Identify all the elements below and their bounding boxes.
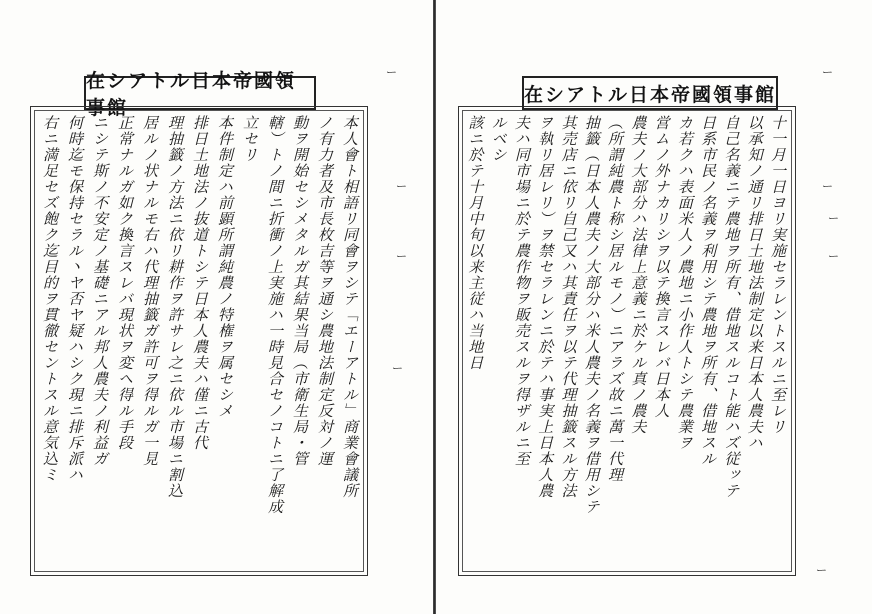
text-column: 営ムノ外ナカリシヲ以テ換言スレバ日本人 (652, 115, 671, 419)
letterhead-right: 在シアトル日本帝國領事館 (522, 76, 778, 110)
text-column: 何時迄モ保持セラル丶ヤ否ヤ疑ハシク現ニ排斥派ハ (66, 115, 84, 483)
text-column: ニシテ斯ノ不安定ノ基礎ニアル邦人農夫ノ利益ガ (91, 115, 109, 467)
text-column: 該ニ於テ十月中旬以来主従ハ当地日 (466, 115, 485, 371)
text-column: カ若クハ表面米人ノ農地ニ小作人トシテ農業ヲ (675, 115, 694, 451)
margin-mark: ー (816, 564, 827, 577)
text-column: 正常ナルガ如ク換言スレバ現状ヲ変ヘ得ル手段 (116, 115, 134, 451)
text-column: 動ヲ開始セシメタルガ其結果当局（市衛生局・管 (291, 115, 309, 467)
text-column: 立セリ (241, 115, 259, 163)
margin-mark: ー (396, 250, 407, 263)
text-column: 排日土地法ノ抜道トシテ日本人農夫ハ僅ニ古代 (191, 115, 209, 451)
text-column: 抽籤（日本人農夫ノ大部分ハ米人農夫ノ名義ヲ借用シテ (582, 115, 601, 515)
text-column: ヲ執リ居レリ）ヲ禁セラレンニ於テハ事実上日本人農 (536, 115, 555, 499)
text-column: 十一月一日ヨリ実施セラレントスルニ至レリ (769, 115, 787, 435)
letterhead-left: 在シアトル日本帝國領事館 (84, 76, 316, 110)
body-frame-left (30, 106, 368, 576)
margin-mark: ー (822, 66, 833, 79)
body-frame-right (458, 106, 796, 576)
margin-mark: ー (386, 66, 397, 79)
text-column: ノ有力者及市長枚吉等ヲ通シ農地法制定反対ノ運 (316, 115, 334, 467)
margin-mark: ー (392, 362, 403, 375)
text-column: 本件制定ハ前顕所謂純農ノ特権ヲ属セシメ (216, 115, 234, 419)
margin-mark: ー (828, 250, 839, 263)
text-column: 居ルノ状ナルモ右ハ代理抽籤ガ許可ヲ得ルガ一見 (141, 115, 159, 467)
text-columns-left (37, 115, 361, 569)
text-column: 右ニ満足セズ飽ク迄目的ヲ貫徹セントスル意気込ミ (41, 115, 59, 483)
margin-mark: ー (828, 212, 839, 225)
text-column: 農夫ノ大部分ハ法律上意義ニ於ケル真ノ農夫 (629, 115, 648, 435)
text-columns-right (465, 115, 789, 569)
text-column: ルベシ (489, 115, 508, 163)
left-page (0, 0, 434, 614)
text-column: 夫ハ同市場ニ於テ農作物ヲ販売スルヲ得ザルニ至 (512, 115, 531, 467)
margin-mark: ー (822, 180, 833, 193)
text-column: 日系市民ノ名義ヲ利用シテ農地ヲ所有、借地スル (699, 115, 718, 467)
text-column: 自己名義ニテ農地ヲ所有、借地スルコト能ハズ従ッテ (722, 115, 741, 499)
text-column: （所謂純農ト称シ居ルモノ）ニアラズ故ニ萬一代理 (606, 115, 625, 483)
text-column: 本人會ト相語リ同會ヲシテ「エーアトル」商業會議所 (341, 115, 359, 499)
text-column: 其売店ニ依リ自己又ハ其責任ヲ以テ代理抽籤スル方法 (559, 115, 578, 499)
text-column: 以承知ノ通リ排日土地法制定以来日本人農夫ハ (745, 115, 764, 451)
text-column: 理抽籤ノ方法ニ依リ耕作ヲ許サレ之ニ依ル市場ニ割込 (166, 115, 184, 499)
text-column: 轄）トノ間ニ折衝ノ上実施ハ一時見合セノコトニ了解成 (266, 115, 284, 515)
margin-mark: ー (396, 180, 407, 193)
